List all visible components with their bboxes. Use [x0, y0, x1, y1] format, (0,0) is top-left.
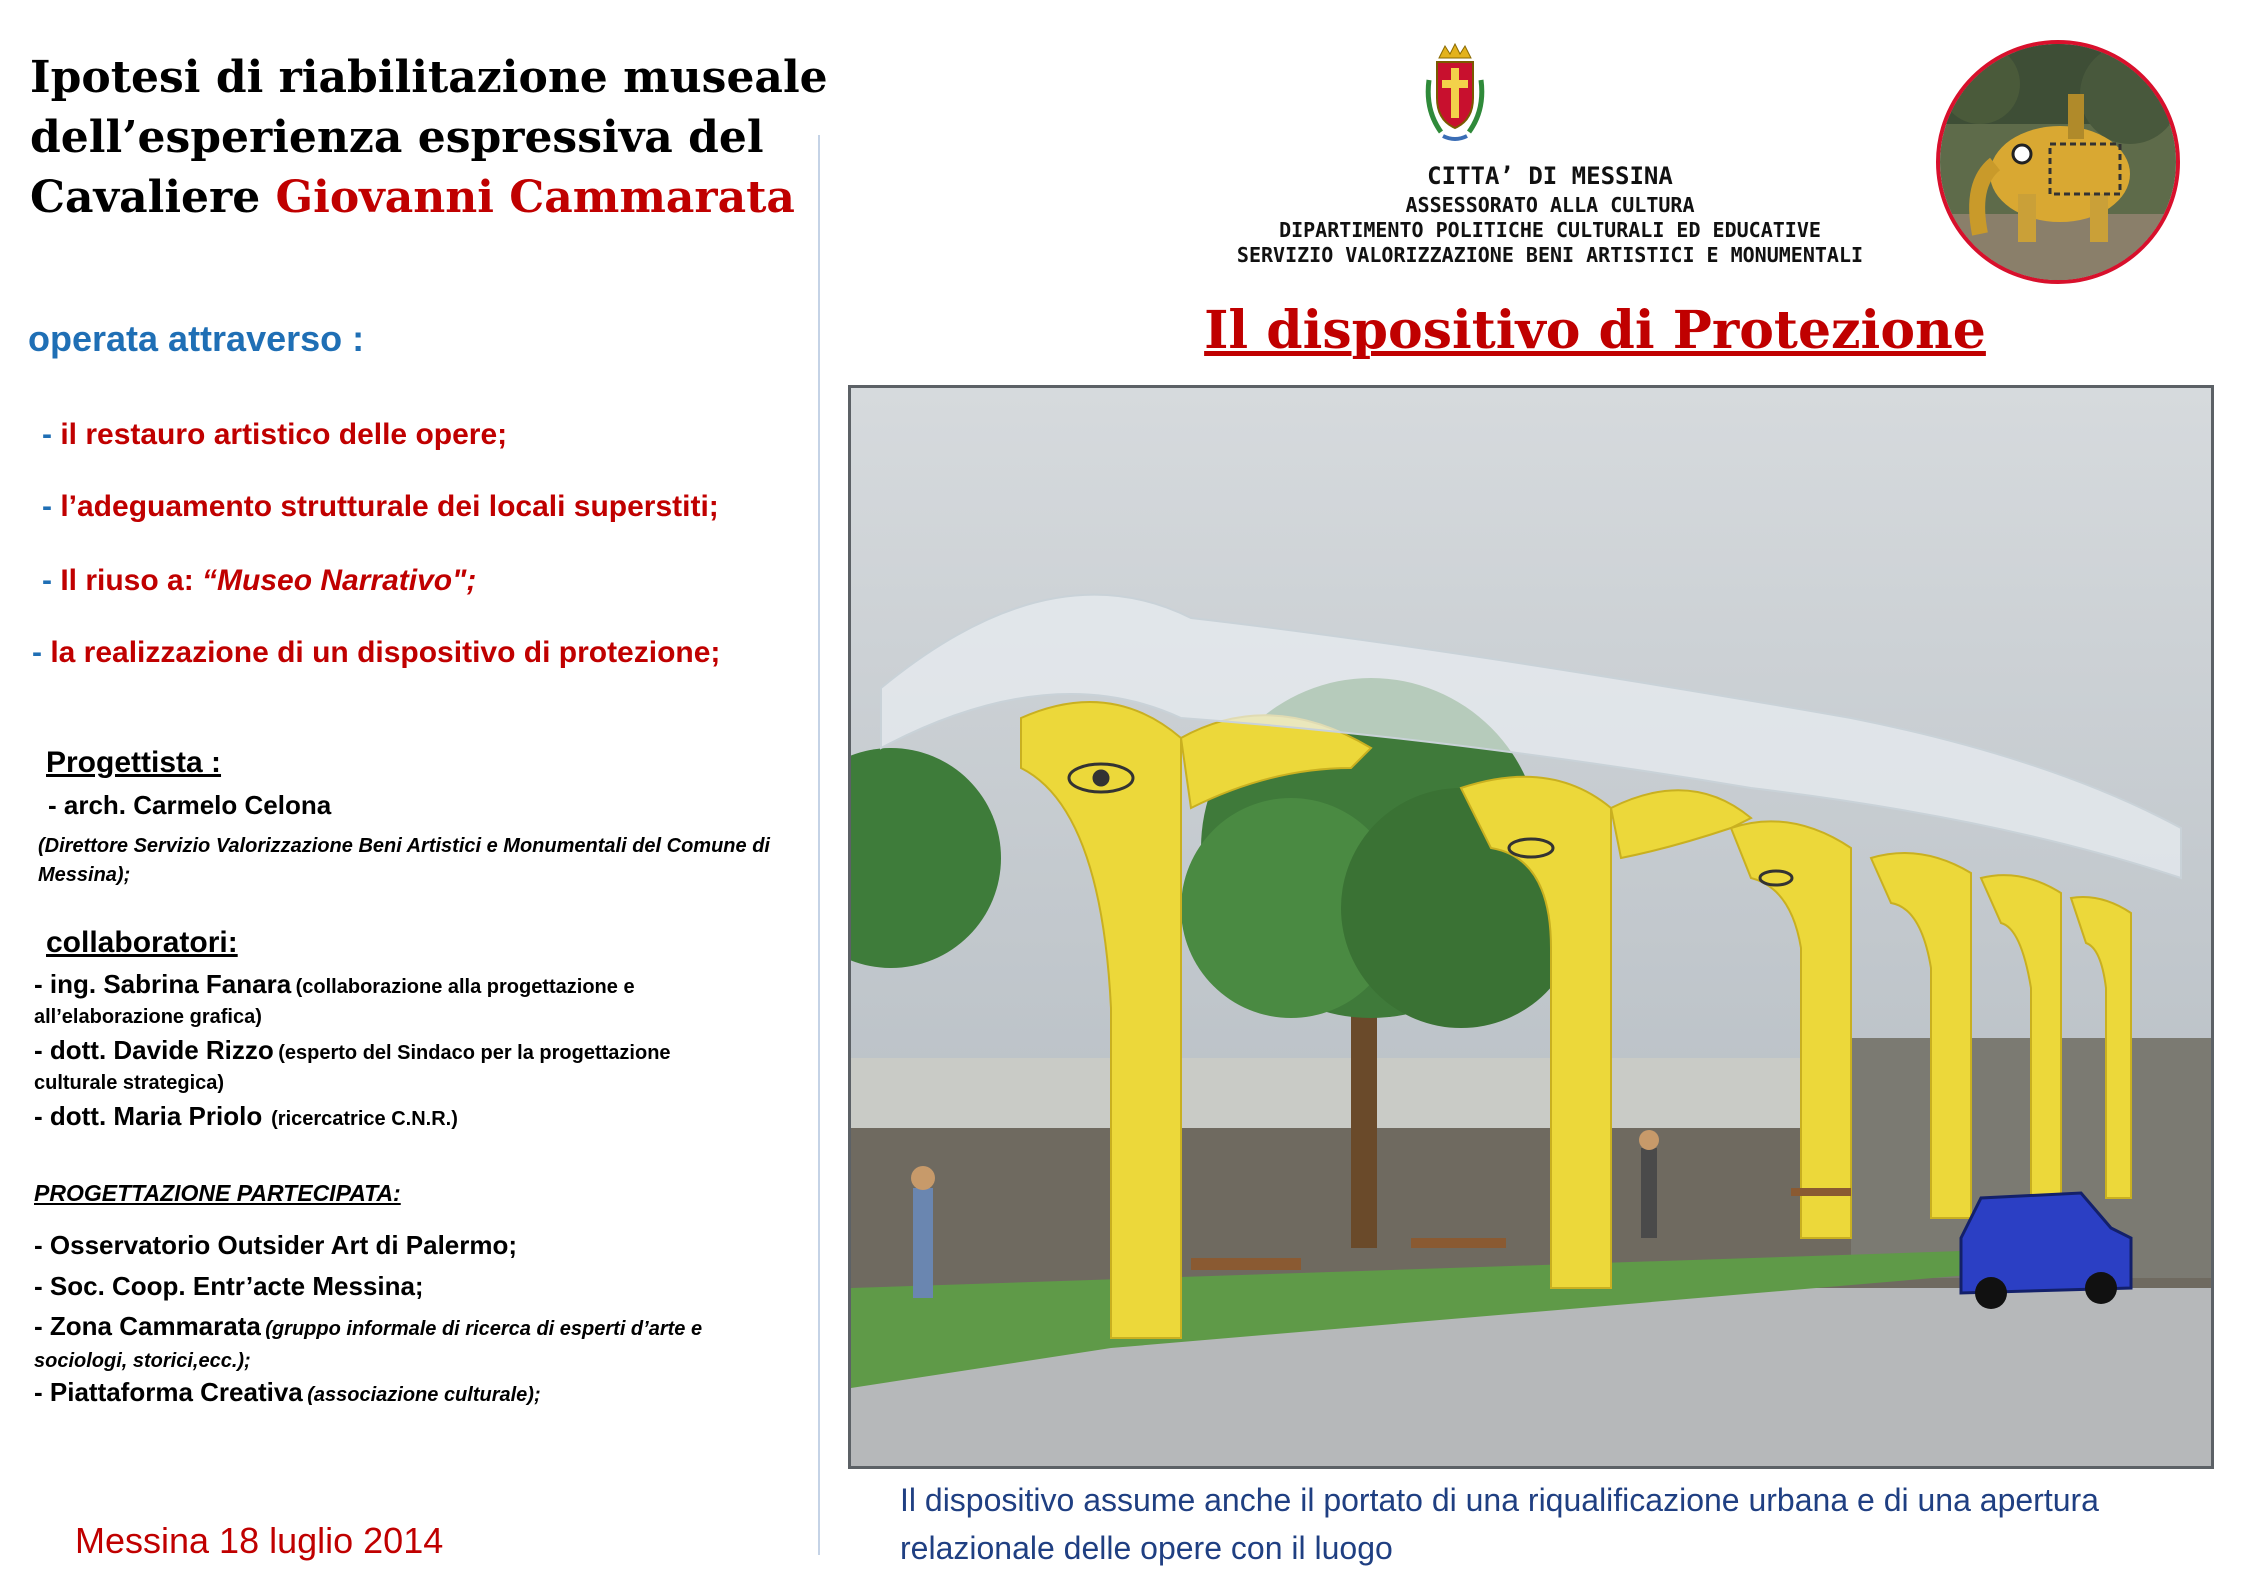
title-name: Giovanni Cammarata — [275, 172, 795, 223]
list-item: - Il riuso a: “Museo Narrativo"; — [42, 564, 477, 597]
operata-heading: operata attraverso : — [28, 318, 365, 359]
header-city: CITTA’ DI MESSINA — [1427, 162, 1673, 190]
collaboratore-3: - dott. Maria Priolo (ricercatrice C.N.R.) — [34, 1101, 458, 1131]
partecipata-entry-1: - Osservatorio Outsider Art di Palermo; — [34, 1230, 518, 1260]
list-item: - il restauro artistico delle opere; — [42, 418, 508, 451]
date: Messina 18 luglio 2014 — [75, 1520, 444, 1561]
collaboratori-label: collaboratori: — [46, 926, 238, 959]
title-line-3 — [30, 168, 830, 228]
partecipata-entry-3: - Zona Cammarata (gruppo informale di ricerca di esperti d’arte e sociologi, storici,ecc.); — [34, 1311, 703, 1372]
document-title — [30, 48, 830, 228]
vertical-divider — [818, 135, 820, 1555]
title-line-1: Ipotesi di riabilitazione museale — [30, 52, 828, 103]
progettista-name: - arch. Carmelo Celona — [48, 790, 332, 820]
header-servizio: SERVIZIO VALORIZZAZIONE BENI ARTISTICI E MONUMENTALI — [1236, 243, 1864, 267]
list-item: - l’adeguamento strutturale dei locali superstiti; — [42, 490, 719, 523]
partecipata-entry-2: - Soc. Coop. Entr’acte Messina; — [34, 1271, 424, 1301]
sculpture-photo — [1936, 40, 2180, 284]
collaboratore-2: - dott. Davide Rizzo (esperto del Sindaco per la progettazione culturale strategica) — [34, 1035, 671, 1094]
header-assessorato: ASSESSORATO ALLA CULTURA — [1405, 193, 1695, 217]
partecipata-entry-4: - Piattaforma Creativa (associazione culturale); — [34, 1377, 541, 1407]
title-line-2: dell’esperienza espressiva del — [30, 112, 764, 163]
list-item: - la realizzazione di un dispositivo di protezione; — [32, 636, 721, 669]
progettista-note: (Direttore Servizio Valorizzazione Beni Artistici e Monumentali del Comune di Messina); — [38, 835, 770, 886]
coat-of-arms-icon — [1425, 40, 1485, 145]
progettista-label: Progettista : — [46, 746, 222, 779]
partecipata-label: PROGETTAZIONE PARTECIPATA: — [34, 1180, 401, 1206]
project-rendering — [848, 385, 2214, 1469]
main-title: Il dispositivo di Protezione — [1204, 300, 1986, 361]
title-prefix: Cavaliere — [30, 172, 276, 223]
header-dipartimento: DIPARTIMENTO POLITICHE CULTURALI ED EDUCATIVE — [1279, 218, 1821, 242]
collaboratore-1: - ing. Sabrina Fanara (collaborazione alla progettazione e all’elaborazione grafica) — [34, 969, 635, 1028]
rendering-caption: Il dispositivo assume anche il portato di una riqualificazione urbana e di una apertura relazionale delle opere con il luogo — [900, 1482, 2099, 1566]
